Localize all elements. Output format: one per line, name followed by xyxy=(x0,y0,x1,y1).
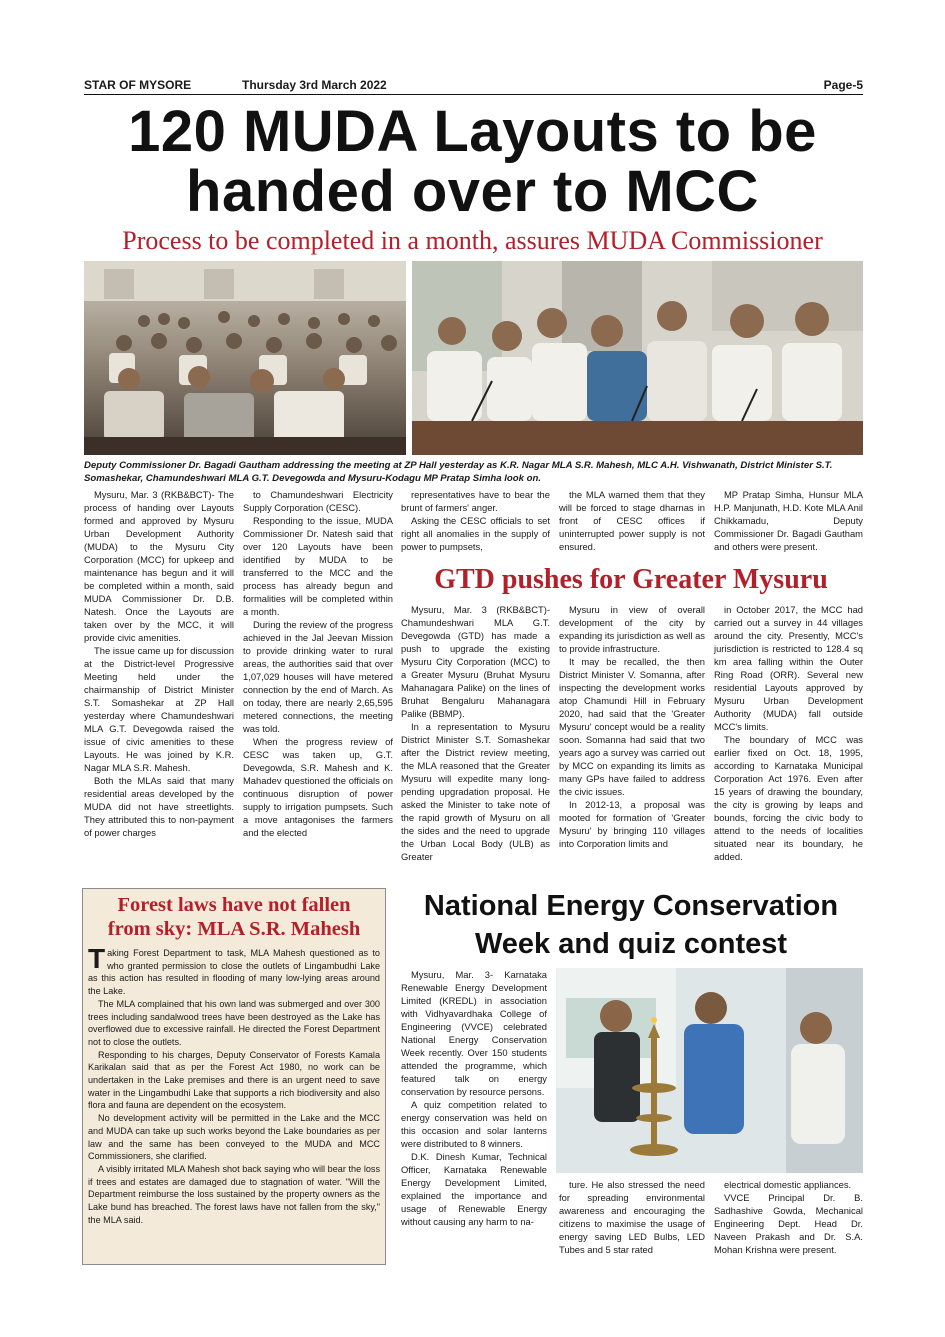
paragraph: In a representation to Mysuru District Minister S.T. Somashekar after the District review meeting, the MLA reasoned that the Greater Mysuru will expedite many long-pending upgradation proposal. He asked the Minister to take note of the rapid growth of Mysuru on all the sides and the need to upgrade the Urban Local Body (ULB) as Greater xyxy=(401,721,550,862)
forest-headline-line2: from sky: MLA S.R. Mahesh xyxy=(107,918,361,940)
paragraph: VVCE Principal Dr. B. Sadhashive Gowda, Mechanical Engineering Dept. Head Dr. Naveen Prakash and Dr. S.A. Mohan Krishna were present. xyxy=(714,1192,863,1255)
main-headline-line2: handed over to MCC xyxy=(186,159,759,224)
paragraph: Both the MLAs said that many residential areas developed by the MUDA did not have streetlights. They attributed this to non-payment of power charges xyxy=(84,775,234,838)
energy-col2 xyxy=(559,1178,705,1256)
masthead-rule xyxy=(84,94,863,95)
paragraph: Mysuru, Mar. 3 (RKB&BCT)- Chamundeshwari MLA G.T. Devegowda (GTD) has made a push to upgrade the existing Mysuru City Corporation (MCC) to a Greater Mysuru (Bruhat Mysuru Mahanagara Palike) on the lines of Bruhat Bengaluru Mahanagara Palike (BBMP). xyxy=(401,604,550,719)
main-story-col3 xyxy=(401,488,550,553)
lamp-lighting-image xyxy=(556,968,863,1173)
energy-col1 xyxy=(401,968,547,1228)
paragraph: The issue came up for discussion at the District-level Progressive Meeting held under the chairmanship of District Minister S.T. Somashekar at ZP Hall yesterday where Chamundeshwari MLA G.T. Devegowda raised the issue of civic amenities to these Layouts. He was joined by K.R. Nagar MLA S.R. Mahesh. xyxy=(84,645,234,773)
paragraph: It may be recalled, the then District Minister V. Somanna, after inspecting the development works atop Chamundi Hill in February 2020, had said that the 'Greater Mysuru' concept would be a reality soon. Somanna had said that two years ago a survey was carried out by MCC on expanding its limits as many GPs have failed to address the civic issues. xyxy=(559,656,705,797)
main-story-col5 xyxy=(714,488,863,553)
paragraph: Mysuru, Mar. 3 (RKB&BCT)- The process of handing over Layouts formed and approved by Mysuru Urban Development Authority (MUDA) to the Mysuru City Corporation (MCC) for upkeep and maintenance has begun and it will be completed within a month, said MUDA Commissioner Dr. D.B. Natesh. Once the Layouts are taken over by the MCC, it will provide civic amenities. xyxy=(84,489,234,643)
main-story-col2 xyxy=(243,488,393,839)
paragraph: ture. He also stressed the need for spreading environmental awareness and encouraging the citizens to maximise the usage of energy saving LED Bulbs, LED Tubes and 5 star rated xyxy=(559,1179,705,1255)
forest-laws-box xyxy=(82,888,386,1265)
forest-headline-line1: Forest laws have not fallen xyxy=(117,894,351,916)
forest-story-body xyxy=(88,943,380,1226)
main-headline-line1: 120 MUDA Layouts to be xyxy=(128,99,817,164)
energy-headline-line1: National Energy Conservation xyxy=(423,890,839,922)
issue-date: Thursday 3rd March 2022 xyxy=(242,78,387,92)
paper-name: STAR OF MYSORE xyxy=(84,78,192,92)
paragraph: the MLA warned them that they will be forced to stage dharnas in front of CESC offices if uninterrupted power supply is not ensured. xyxy=(559,489,705,552)
paragraph: A quiz competition related to energy conservation was held on this occasion and solar lanterns were distributed to 8 winners. xyxy=(401,1099,547,1149)
paragraph: The boundary of MCC was earlier fixed on Oct. 18, 1995, according to Karnataka Municipal Corporation Act 1976. Even after 15 years of drawing the boundary, the city is growing by leaps and bounds, forcing the civic body to attend to the needs of localities situated near its boundary, he added. xyxy=(714,734,863,862)
paragraph: representatives have to bear the brunt of farmers' anger. xyxy=(401,489,550,513)
paragraph: In 2012-13, a proposal was mooted for formation of 'Greater Mysuru' by bringing 110 villages into Corporation limits and xyxy=(559,799,705,849)
paragraph: Responding to his charges, Deputy Conservator of Forests Kamala Karikalan said that as per the Forest Act 1980, no work can be undertaken in the Lake premises and there is an urgent need to save water in the Lingambudhi Lake that supports a rich biodiversity and also flora and fauna are dependent on the ecosystem. xyxy=(88,1049,380,1111)
paragraph: D.K. Dinesh Kumar, Technical Officer, Karnataka Renewable Energy Development Limited, explained the importance and usage of Renewable Energy without causing any harm to na- xyxy=(401,1151,547,1227)
paragraph: to Chamundeshwari Electricity Supply Corporation (CESC). xyxy=(243,489,393,513)
paragraph: During the review of the progress achieved in the Jal Jeevan Mission to provide drinking water to rural areas, the authorities said that over 1,07,029 houses will have metered connection by the end of March. As on today, there are nearly 2,65,595 metered connections, the meeting was told. xyxy=(243,619,393,734)
dropcap: T xyxy=(88,943,106,974)
meeting-audience-image xyxy=(84,261,406,455)
photo-caption: Deputy Commissioner Dr. Bagadi Gautham addressing the meeting at ZP Hall yesterday as K.R. Nagar MLA S.R. Mahesh, MLC A.H. Vishwanath, District Minister S.T. Somashekar, Chamundeshwari MLA G.T. Devegowda and Mysuru-Kodagu MP Pratap Simha look on. xyxy=(84,460,833,484)
gtd-col3 xyxy=(714,603,863,863)
paragraph: Asking the CESC officials to set right all anomalies in the supply of power to pumpsets, xyxy=(401,515,550,552)
paragraph: electrical domestic appliances. xyxy=(724,1179,852,1190)
meeting-audience-photo xyxy=(84,261,406,455)
lamp-lighting-photo xyxy=(556,968,863,1173)
gtd-headline: GTD pushes for Greater Mysuru xyxy=(434,564,828,595)
lead-paragraph xyxy=(88,943,380,998)
energy-headline-line2: Week and quiz contest xyxy=(474,928,788,960)
main-story-col4 xyxy=(559,488,705,553)
main-story-col1 xyxy=(84,488,234,839)
paragraph: MP Pratap Simha, Hunsur MLA H.P. Manjunath, H.D. Kote MLA Anil Chikkamadu, Deputy Commissioner Dr. Bagadi Gautham and others were present. xyxy=(714,489,863,552)
paragraph: in October 2017, the MCC had carried out a survey in 44 villages around the city. Presently, MCC's jurisdiction is restricted to 128.4 sq km area falling within the Outer Ring Road (ORR). Several new residential Layouts approved by Mysuru Urban Development Authority (MUDA) fall outside MCC's limits. xyxy=(714,604,863,732)
paragraph: Responding to the issue, MUDA Commissioner Dr. Natesh said that over 120 Layouts have been identified by MUDA to be transferred to the MCC and the process has already begun and formalities will be completed within a month. xyxy=(243,515,393,617)
paragraph: The MLA complained that his own land was submerged and over 300 trees including sandalwood trees have been destroyed as the Lake has overflowed due to excessive rainfall. He directed the Forest Department not to close the outlets. xyxy=(88,998,380,1047)
gtd-col1 xyxy=(401,603,550,863)
dais-officials-photo xyxy=(412,261,863,455)
paragraph: A visibly irritated MLA Mahesh shot back saying who will bear the loss if trees and estates are damaged due to stagnation of water. "Will the Department reimburse the loss sustained by the property owners as the Lake bund has breached. The forest laws have not fallen from the sky," the MLA said. xyxy=(88,1163,380,1225)
gtd-col2 xyxy=(559,603,705,850)
main-subheadline: Process to be completed in a month, assures MUDA Commissioner xyxy=(122,226,823,255)
lead-text: aking Forest Department to task, MLA Mahesh questioned as to who granted permission to close the outlets of Lingambudhi Lake as this action has resulted in flooding of many low-lying areas around the Lake. xyxy=(88,948,380,997)
paragraph: No development activity will be permitted in the Lake and the MCC and MUDA can take up such works beyond the Lake boundaries as per law and the same has been conveyed to the MUDA and MCC Commissioners, she clarified. xyxy=(88,1113,380,1162)
paragraph: Mysuru, Mar. 3- Karnataka Renewable Energy Development Limited (KREDL) in association with Vidhyavardhaka College of Engineering (VVCE) celebrated National Energy Conservation Week recently. Over 150 students attended the programme, which featured talk on energy conservation by resource persons. xyxy=(401,969,547,1097)
masthead xyxy=(84,78,863,94)
energy-col3 xyxy=(714,1178,863,1256)
page-number: Page-5 xyxy=(823,78,863,92)
dais-officials-image xyxy=(412,261,863,455)
paragraph: When the progress review of CESC was taken up, G.T. Devegowda, S.R. Mahesh and K. Mahadev questioned the officials on continuous disruption of power supply to irrigation pumpsets. Such a move antagonises the farmers and the elected xyxy=(243,736,393,838)
paragraph: Mysuru in view of overall development of the city by expanding its jurisdiction as well as to provide infrastructure. xyxy=(559,604,705,654)
